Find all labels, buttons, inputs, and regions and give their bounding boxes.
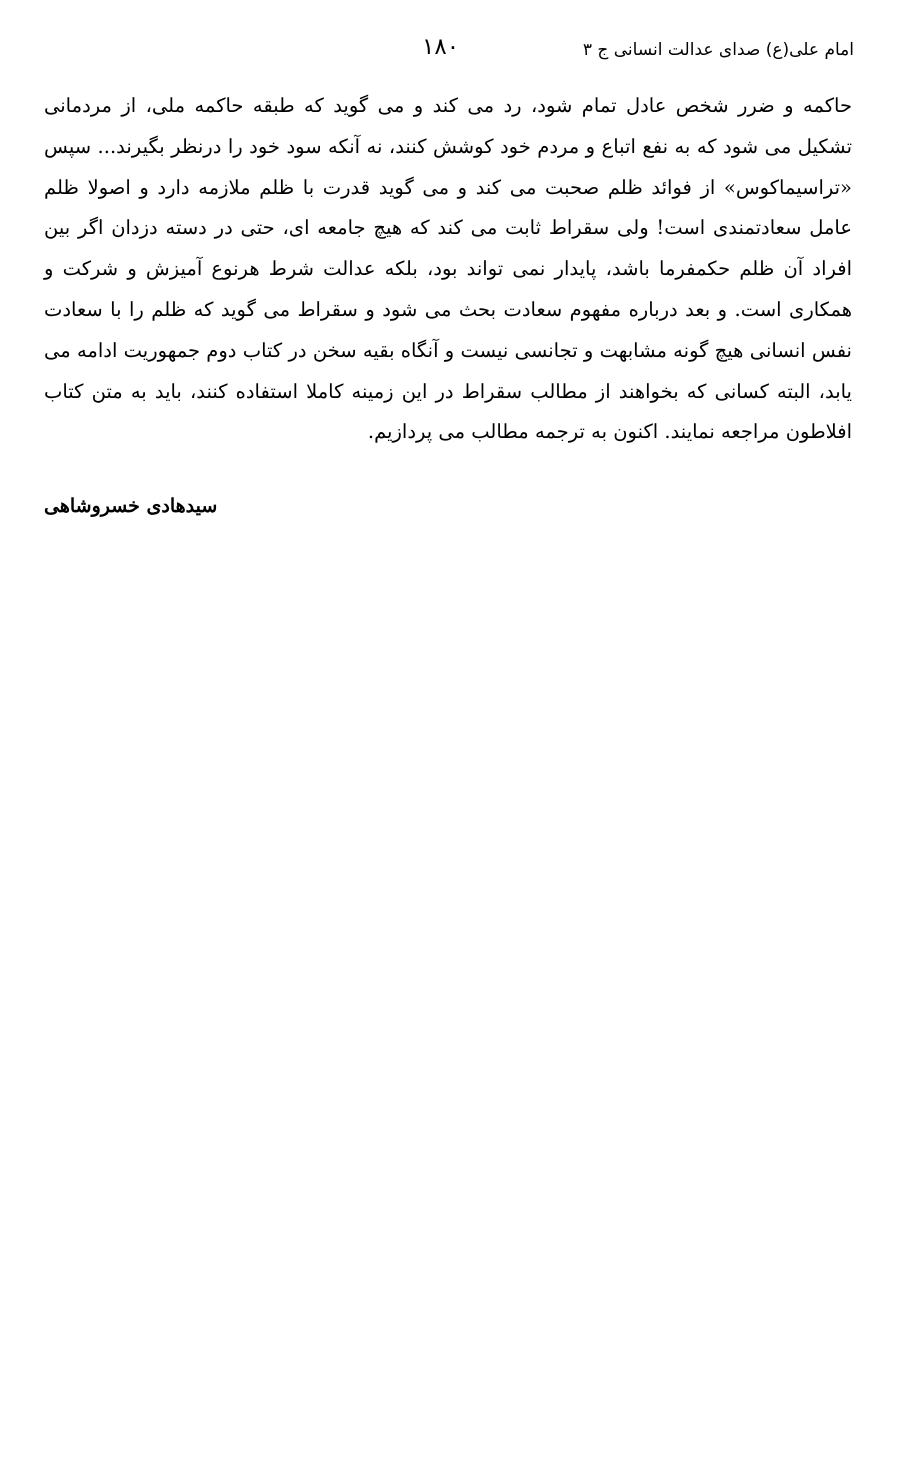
body-paragraph: حاکمه و ضرر شخص عادل تمام شود، رد می کند و می گوید که طبقه حاکمه ملی، از مردمانی تشکیل می شود که به نفع اتباع و مردم خود کوشش کنند، نه آنکه سود خود را درنظر بگیرند... سپس «تراسیماکوس» از فوائد ظلم صحبت می کند و می گوید قدرت با ظلم ملازمه دارد و اصولا ظلم عامل سعادتمندی است! ولی سقراط ثابت می کند که هیچ جامعه ای، حتی در دسته دزدان اگر بین افراد آن ظلم حکمفرما باشد، پایدار نمی تواند بود، بلکه عدالت شرط هرنوع آمیزش و شرکت و همکاری است. و بعد درباره مفهوم سعادت بحث می شود و سقراط می گوید که ظلم را با سعادت نفس انسانی هیچ گونه مشابهت و تجانسی نیست و آنگاه بقیه سخن در کتاب دوم جمهوریت ادامه می یابد، البته کسانی که بخواهند از مطالب سقراط در این زمینه کاملا استفاده کنند، باید به متن کتاب افلاطون مراجعه نمایند. اکنون به ترجمه مطالب می پردازیم. — [44, 94, 852, 444]
running-header — [44, 34, 854, 74]
book-title: امام علی(ع) صدای عدالت انسانی ج ۳ — [582, 40, 854, 60]
author-signature: سیدهادی خسروشاهی — [44, 495, 218, 517]
page-number: ۱۸۰ — [422, 34, 460, 60]
